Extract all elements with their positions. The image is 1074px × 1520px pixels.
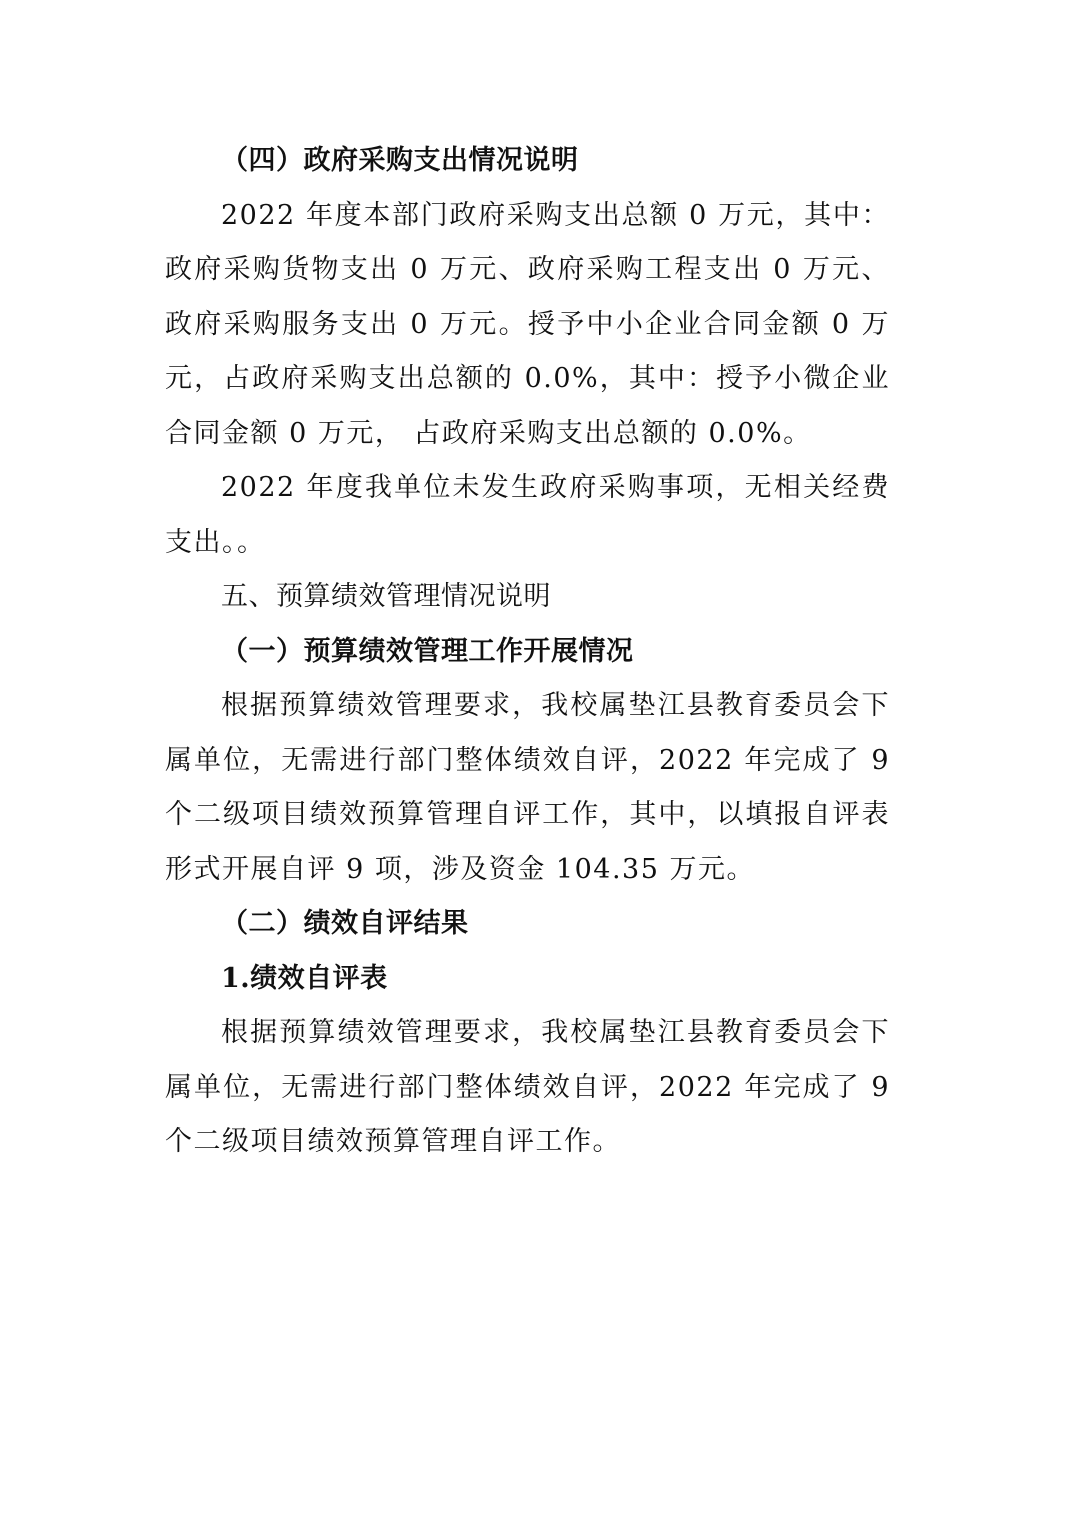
paragraph-self-evaluation: 根据预算绩效管理要求，我校属垫江县教育委员会下属单位，无需进行部门整体绩效自评，2022 年完成了 9 个二级项目绩效预算管理自评工作。 bbox=[165, 1017, 890, 1157]
document-body bbox=[165, 134, 890, 1170]
paragraph-procurement-amounts: 2022 年度本部门政府采购支出总额 0 万元，其中：政府采购货物支出 0 万元、政府采购工程支出 0 万元、政府采购服务支出 0 万元。授予中小企业合同金额 0 万元，占政府采购支出总额的 0.0%，其中：授予小微企业合同金额 0 万元， 占政府采购支出总额的 0.0%。 bbox=[165, 199, 890, 449]
section-title-performance: 五、预算绩效管理情况说明 bbox=[221, 581, 551, 612]
paragraph-procurement-none: 2022 年度我单位未发生政府采购事项，无相关经费支出。。 bbox=[165, 472, 890, 558]
heading-procurement: （四）政府采购支出情况说明 bbox=[221, 145, 579, 176]
paragraph-performance-work: 根据预算绩效管理要求，我校属垫江县教育委员会下属单位，无需进行部门整体绩效自评，2022 年完成了 9 个二级项目绩效预算管理自评工作，其中，以填报自评表形式开展自评 9 项，涉及资金 104.35 万元。 bbox=[165, 690, 890, 885]
heading-self-evaluation-table: 1.绩效自评表 bbox=[221, 962, 388, 994]
heading-performance-work: （一）预算绩效管理工作开展情况 bbox=[221, 635, 634, 667]
heading-self-evaluation-results: （二）绩效自评结果 bbox=[221, 908, 469, 939]
